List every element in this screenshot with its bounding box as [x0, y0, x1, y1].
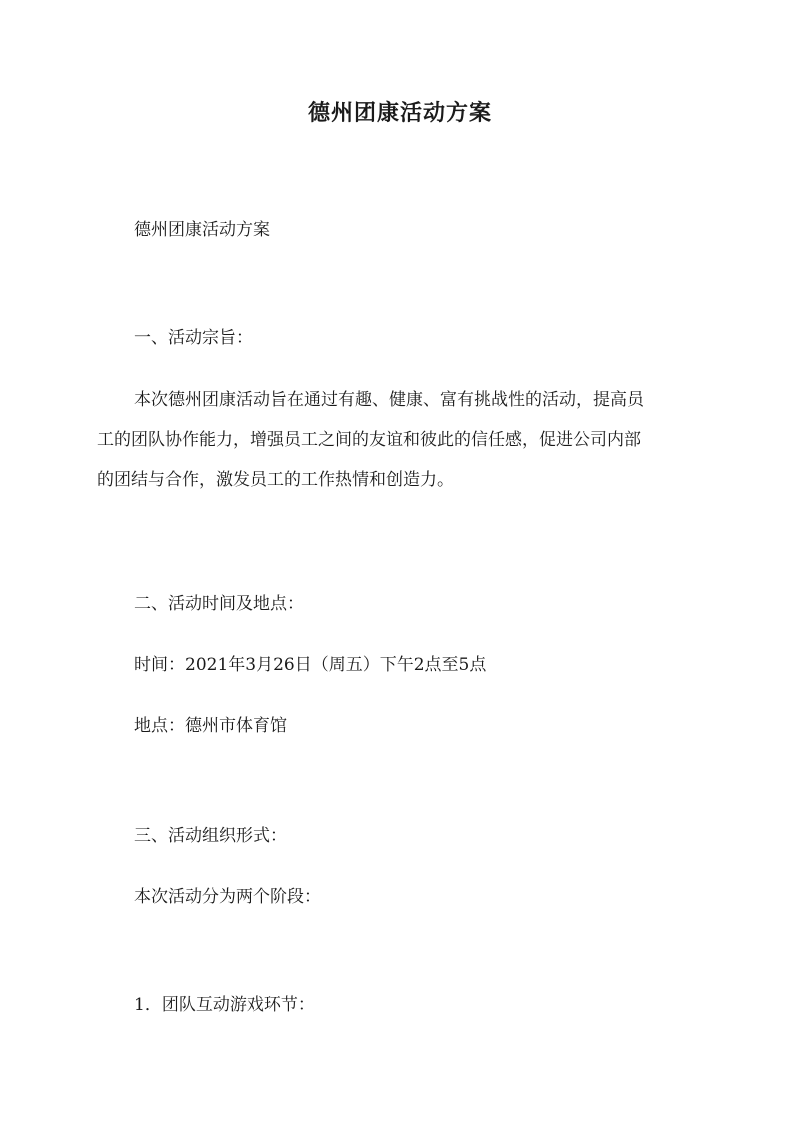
section-3-item-1: 1．团队互动游戏环节： [134, 995, 315, 1015]
section-1-body-line: 的团结与合作，激发员工的工作热情和创造力。 [97, 470, 454, 490]
document-title: 德州团康活动方案 [307, 100, 492, 126]
event-time: 时间：2021年3月26日（周五）下午2点至5点 [134, 655, 487, 675]
section-3-intro: 本次活动分为两个阶段： [134, 887, 321, 907]
section-3-heading: 三、活动组织形式： [134, 826, 287, 846]
section-1-heading: 一、活动宗旨： [134, 328, 253, 348]
section-2-heading: 二、活动时间及地点： [134, 594, 304, 614]
event-place: 地点：德州市体育馆 [134, 716, 287, 736]
section-1-body-line: 本次德州团康活动旨在通过有趣、健康、富有挑战性的活动，提高员 [134, 390, 644, 410]
section-1-body [97, 380, 704, 500]
document-subtitle: 德州团康活动方案 [134, 220, 270, 240]
section-1-body-line: 工的团队协作能力，增强员工之间的友谊和彼此的信任感，促进公司内部 [97, 430, 641, 450]
